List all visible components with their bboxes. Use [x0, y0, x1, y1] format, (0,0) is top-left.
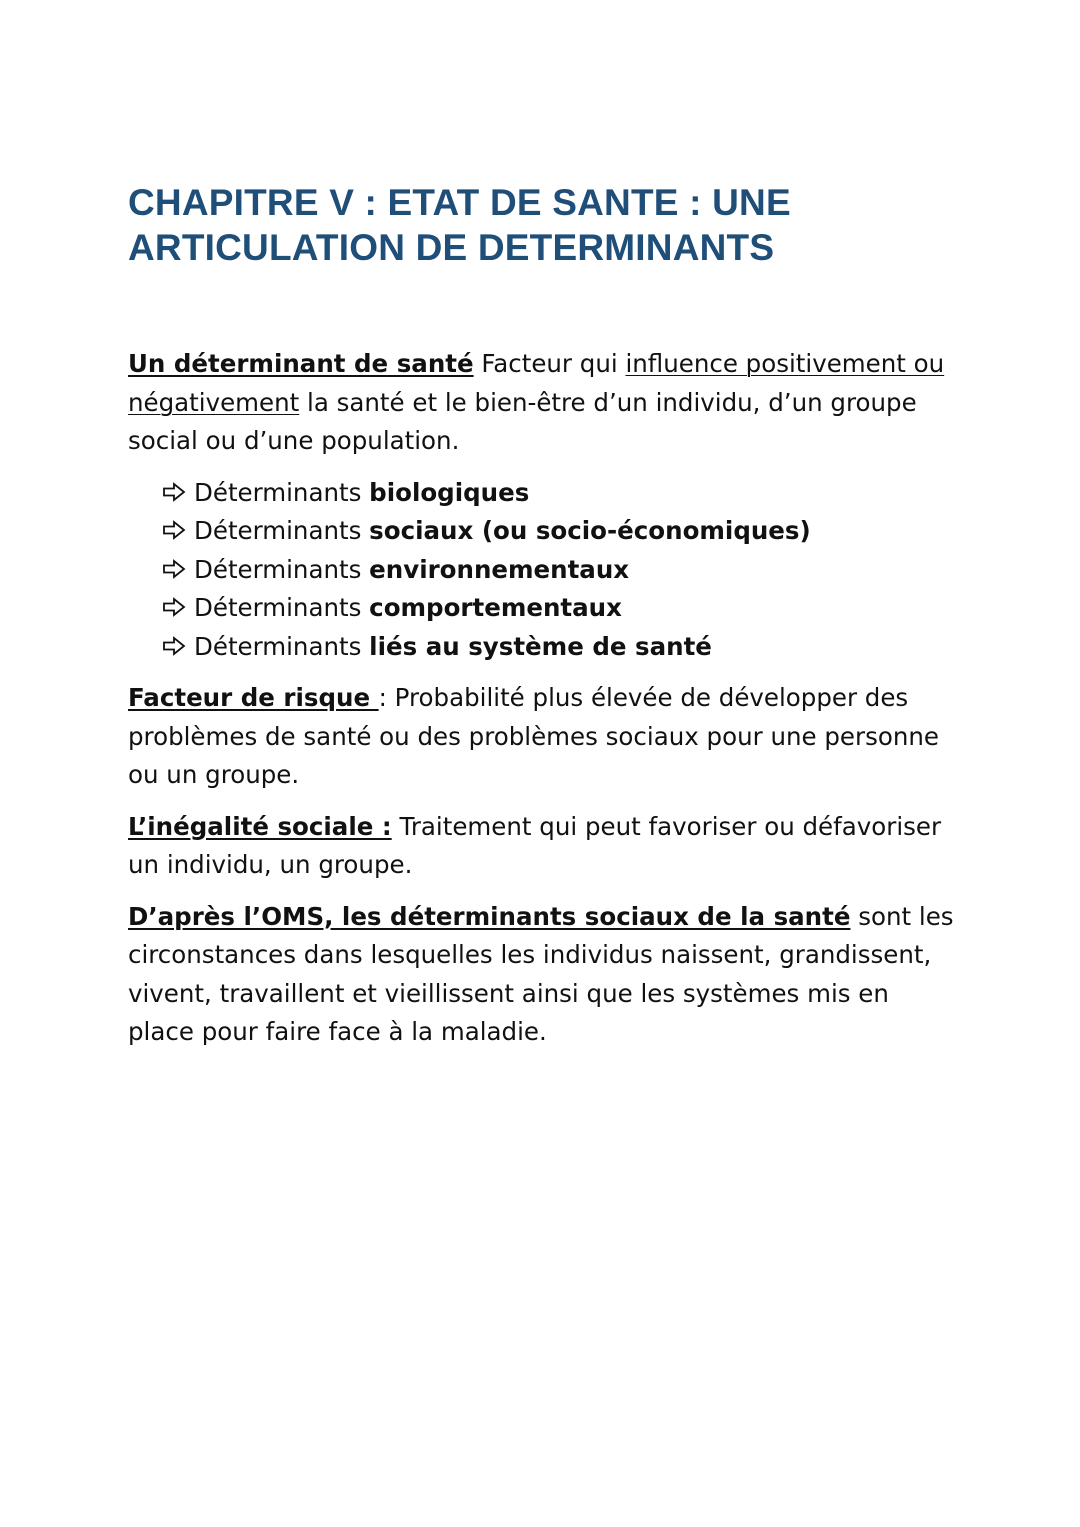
definition-inegalite-sociale [128, 808, 958, 885]
list-item-prefix: Déterminants [194, 554, 362, 584]
list-item-bold: liés au système de santé [369, 631, 712, 661]
title-line-2: ARTICULATION DE DETERMINANTS [128, 227, 775, 268]
page-title [128, 180, 948, 270]
arrow-right-icon [162, 635, 192, 659]
definition-oms [128, 898, 958, 1052]
list-item-bold: comportementaux [369, 593, 622, 622]
list-item-prefix: Déterminants [194, 631, 362, 661]
arrow-right-icon [162, 481, 192, 505]
list-item-prefix: Déterminants [194, 516, 362, 545]
definition-facteur-risque [128, 679, 958, 795]
definition-text: Facteur qui [473, 349, 626, 378]
definition-underlined-text: influence positivement ou négativement [128, 349, 945, 417]
document-body [128, 345, 958, 1065]
list-item [162, 474, 958, 513]
oms-text: sont les circonstances dans lesquelles les individus naissent, grandissent, vivent, travaillent et vieillissent ainsi que les systèmes mis en place pour faire face à la maladie. [128, 901, 954, 1046]
facteur-risque-term: Facteur de risque [128, 683, 379, 712]
list-item [162, 512, 958, 551]
definition-determinant [128, 345, 958, 461]
facteur-risque-text: : Probabilité plus élevée de développer des problèmes de santé ou des problèmes sociaux pour une personne ou un groupe. [128, 683, 939, 789]
list-item-bold: sociaux (ou socio-économiques) [369, 516, 811, 545]
inegalite-sociale-term: L’inégalité sociale : [128, 811, 392, 841]
list-item [162, 551, 958, 590]
inegalite-sociale-text: Traitement qui peut favoriser ou défavoriser un individu, un groupe. [128, 811, 942, 879]
definition-text-end: la santé et le bien-être d’un individu, d’un groupe social ou d’une population. [128, 387, 917, 455]
arrow-right-icon [162, 558, 192, 582]
list-item [162, 589, 958, 628]
title-line-1: CHAPITRE V : ETAT DE SANTE : UNE [128, 182, 791, 223]
list-item-prefix: Déterminants [194, 593, 362, 622]
oms-term: D’après l’OMS, les déterminants sociaux de la santé [128, 901, 851, 931]
arrow-right-icon [162, 519, 192, 543]
list-item [162, 628, 958, 667]
determinant-types-list [128, 474, 958, 667]
list-item-prefix: Déterminants [194, 477, 362, 507]
list-item-bold: biologiques [369, 477, 530, 507]
list-item-bold: environnementaux [369, 554, 630, 584]
definition-term: Un déterminant de santé [128, 349, 474, 378]
arrow-right-icon [162, 596, 192, 620]
